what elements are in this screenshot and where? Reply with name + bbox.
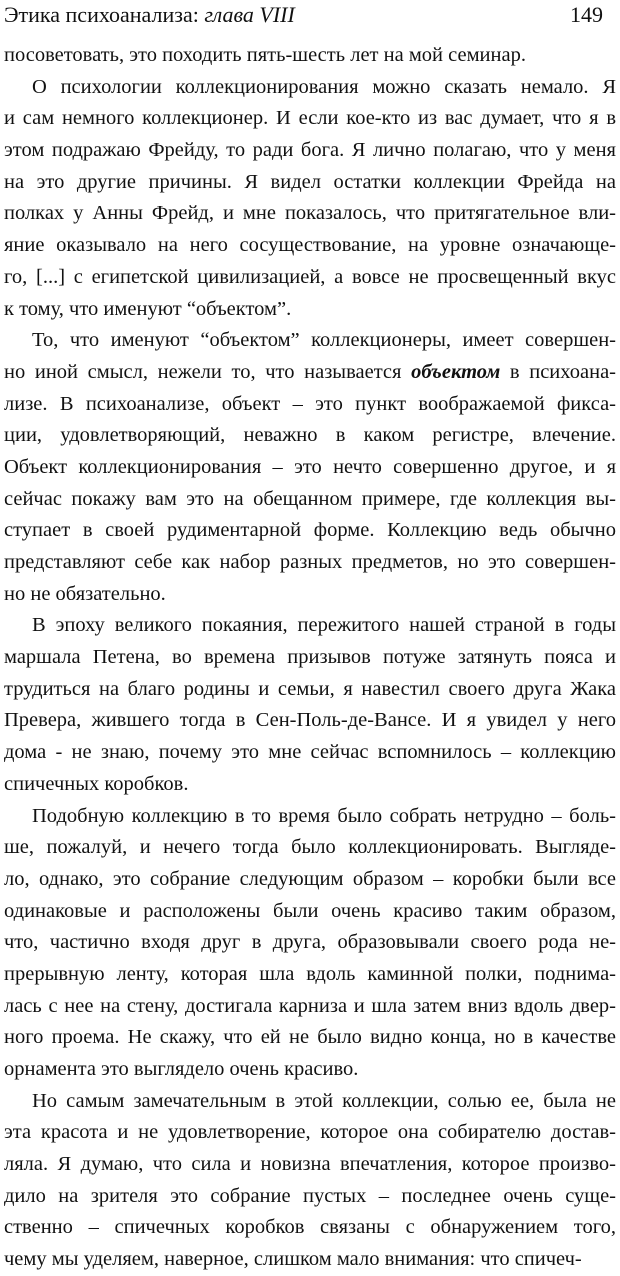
text-line: лась с нее на стену, достигала карниза и шла затем вниз вдоль двер- [4,994,616,1017]
text-line: прерывную ленту, которая шла вдоль каминной полки, поднима- [4,962,616,985]
text-line: одинаковые и расположены были очень красиво таким образом, [4,899,616,922]
page-number: 149 [570,2,603,27]
text-line: дома - не знаю, почему это мне сейчас вспомнилось – коллекцию [4,741,616,764]
text-line: ного проема. Не скажу, что ей не было видно конца, но в качестве [4,1026,616,1049]
running-title: Этика психоанализа: [4,2,199,27]
text-line: сейчас покажу вам это на обещанном примере, где коллекция вы- [4,487,616,510]
text-line: Но самым замечательным в этой коллекции, солью ее, была не [32,1089,616,1112]
text-line: ции, удовлетворяющий, неважно в каком регистре, влечение. [4,424,616,447]
text-line: ственно – спичечных коробков связаны с обнаружением того, [4,1216,616,1239]
text-line: ло, однако, это собрание следующим образом – коробки были все [4,867,616,890]
text-line: полках у Анны Фрейд, и мне показалось, что притягательное вли- [4,202,616,225]
text-line: чему мы уделяем, наверное, слишком мало внимания: что спичеч- [4,1248,582,1271]
text-line: к тому, что именуют “объектом”. [4,297,292,320]
text-line: орнамента это выглядело очень красиво. [4,1058,359,1080]
text-line: лизе. В психоанализе, объект – это пункт воображаемой фикса- [4,392,616,415]
text-line: В эпоху великого покаяния, пережитого нашей страной в годы [32,614,616,637]
paragraph [4,801,616,1086]
text-line: О психологии коллекционирования можно сказать немало. Я [32,75,616,98]
chapter-label: глава VIII [204,2,295,27]
text-line: ше, пожалуй, и нечего тогда было коллекционировать. Выгляде- [4,836,616,859]
running-header [4,2,295,28]
body-text [4,40,616,1276]
text-line: дило на зрителя это собрание пустых – последнее очень суще- [4,1184,616,1207]
paragraph [4,72,616,326]
text-line: но иной смысл, нежели то, что называется объектом в психоана- [4,360,616,383]
paragraph [4,40,616,72]
text-line: представляют себе как набор разных предметов, но это совершен- [4,551,616,573]
text-line: но не обязательно. [4,582,166,605]
text-line: Объект коллекционирования – это нечто совершенно другое, и я [4,455,616,478]
text-line: трудиться на благо родины и семьи, я навестил своего друга Жака [4,677,616,700]
text-line: То, что именуют “объектом” коллекционеры, имеет совершен- [32,329,616,352]
text-line: го, [...] с египетской цивилизацией, а вовсе не просвещенный вкус [4,265,616,288]
text-line: Подобную коллекцию в то время было собрать нетрудно – боль- [32,804,616,827]
paragraph [4,610,616,800]
paragraph [4,325,616,610]
paragraph [4,1086,616,1276]
text-line: спичечных коробков. [4,772,189,795]
text-line: яние оказывало на него сосуществование, на уровне означающе- [4,234,616,257]
text-line: этом подражаю Фрейду, то ради бога. Я лично полагаю, что у меня [4,139,616,162]
text-line: ляла. Я думаю, что сила и новизна впечатления, которое произво- [4,1153,616,1176]
text-line: что, частично входя друг в друга, образовывали своего рода не- [4,931,616,954]
text-line: маршала Петена, во времена призывов потуже затянуть пояса и [4,646,616,669]
text-line: посоветовать, это походить пять-шесть лет на мой семинар. [4,44,526,66]
text-line: ступает в своей рудиментарной форме. Коллекцию ведь обычно [4,519,616,542]
text-line: и сам немного коллекционер. И если кое-кто из вас думает, что я в [4,107,616,130]
text-line: эта красота и не удовлетворение, которое она собирателю достав- [4,1121,616,1144]
text-line: Превера, жившего тогда в Сен-Поль-де-Вансе. И я увидел у него [4,709,616,732]
emphasis: объектом [411,360,501,383]
text-line: на это другие причины. Я видел остатки коллекции Фрейда на [4,170,616,193]
